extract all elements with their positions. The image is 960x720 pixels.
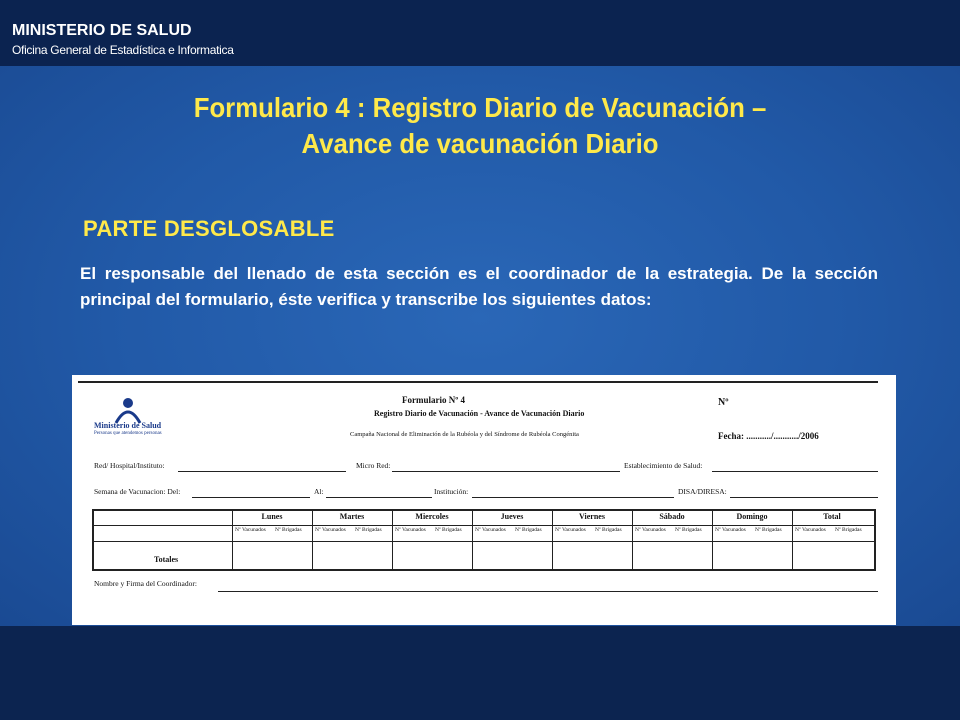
sub-brigadas: Nº Brigadas	[435, 527, 462, 533]
coordinator-line	[218, 591, 878, 592]
field-disa-line	[730, 497, 878, 498]
sub-vacunados: Nº Vacunados	[475, 527, 506, 533]
day-thursday: Jueves	[500, 512, 524, 521]
sub-vacunados: Nº Vacunados	[795, 527, 826, 533]
sub-brigadas: Nº Brigadas	[355, 527, 382, 533]
day-sunday: Domingo	[736, 512, 768, 521]
form-top-rule	[78, 381, 878, 383]
coordinator-label: Nombre y Firma del Coordinador:	[94, 579, 197, 588]
field-disa-label: DISA/DIRESA:	[678, 487, 727, 496]
field-al-label: Al:	[314, 487, 324, 496]
vaccination-table	[92, 509, 876, 571]
ministry-name: MINISTERIO DE SALUD	[12, 22, 192, 39]
form-date: Fecha: .........../.........../2006	[718, 431, 819, 441]
form-image	[72, 375, 896, 625]
table-header-rule	[94, 525, 874, 526]
day-monday: Lunes	[261, 512, 283, 521]
form-campaign: Campaña Nacional de Eliminación de la Rubéola y del Síndrome de Rubéola Congénita	[350, 431, 579, 438]
field-establecimiento-line	[712, 471, 878, 472]
field-establecimiento-label: Establecimiento de Salud:	[624, 461, 703, 470]
sub-vacunados: Nº Vacunados	[555, 527, 586, 533]
office-name: Oficina General de Estadística e Informatica	[12, 43, 234, 57]
sub-brigadas: Nº Brigadas	[275, 527, 302, 533]
day-saturday: Sábado	[659, 512, 685, 521]
sub-vacunados: Nº Vacunados	[715, 527, 746, 533]
day-wednesday: Miercoles	[415, 512, 449, 521]
sub-brigadas: Nº Brigadas	[755, 527, 782, 533]
slide-title	[112, 90, 848, 162]
section-heading: PARTE DESGLOSABLE	[83, 216, 335, 241]
day-total: Total	[823, 512, 841, 521]
sub-vacunados: Nº Vacunados	[235, 527, 266, 533]
title-line-2: Avance de vacunación Diario	[301, 128, 659, 159]
header-band	[0, 0, 960, 66]
field-institucion-label: Institución:	[434, 487, 469, 496]
form-subtitle: Registro Diario de Vacunación - Avance de Vacunación Diario	[374, 409, 585, 418]
section-description: El responsable del llenado de esta sección es el coordinador de la estrategia. De la sección principal del formulario, éste verifica y transcribe los siguientes datos:	[80, 264, 878, 309]
sub-vacunados: Nº Vacunados	[315, 527, 346, 533]
field-al-line	[326, 497, 432, 498]
field-semana-line	[192, 497, 310, 498]
sub-vacunados: Nº Vacunados	[395, 527, 426, 533]
sub-brigadas: Nº Brigadas	[675, 527, 702, 533]
field-microred-label: Micro Red:	[356, 461, 391, 470]
form-n-label: Nº	[718, 397, 729, 408]
sub-vacunados: Nº Vacunados	[635, 527, 666, 533]
field-red-line	[178, 471, 346, 472]
field-microred-line	[392, 471, 620, 472]
logo-tagline: Personas que atendemos personas	[94, 431, 162, 436]
table-subheader-rule	[94, 541, 874, 542]
field-semana-label: Semana de Vacunacion: Del:	[94, 487, 181, 496]
field-institucion-line	[472, 497, 674, 498]
day-tuesday: Martes	[339, 512, 365, 521]
totals-label: Totales	[154, 555, 179, 564]
form-number: Formulario Nº 4	[402, 395, 465, 405]
footer-band	[0, 626, 960, 720]
title-line-1: Formulario 4 : Registro Diario de Vacunación –	[193, 92, 767, 123]
sub-brigadas: Nº Brigadas	[835, 527, 862, 533]
field-red-label: Red/ Hospital/Instituto:	[94, 461, 165, 470]
day-friday: Viernes	[579, 512, 605, 521]
logo-name: Ministerio de Salud	[94, 421, 162, 430]
sub-brigadas: Nº Brigadas	[595, 527, 622, 533]
sub-brigadas: Nº Brigadas	[515, 527, 542, 533]
